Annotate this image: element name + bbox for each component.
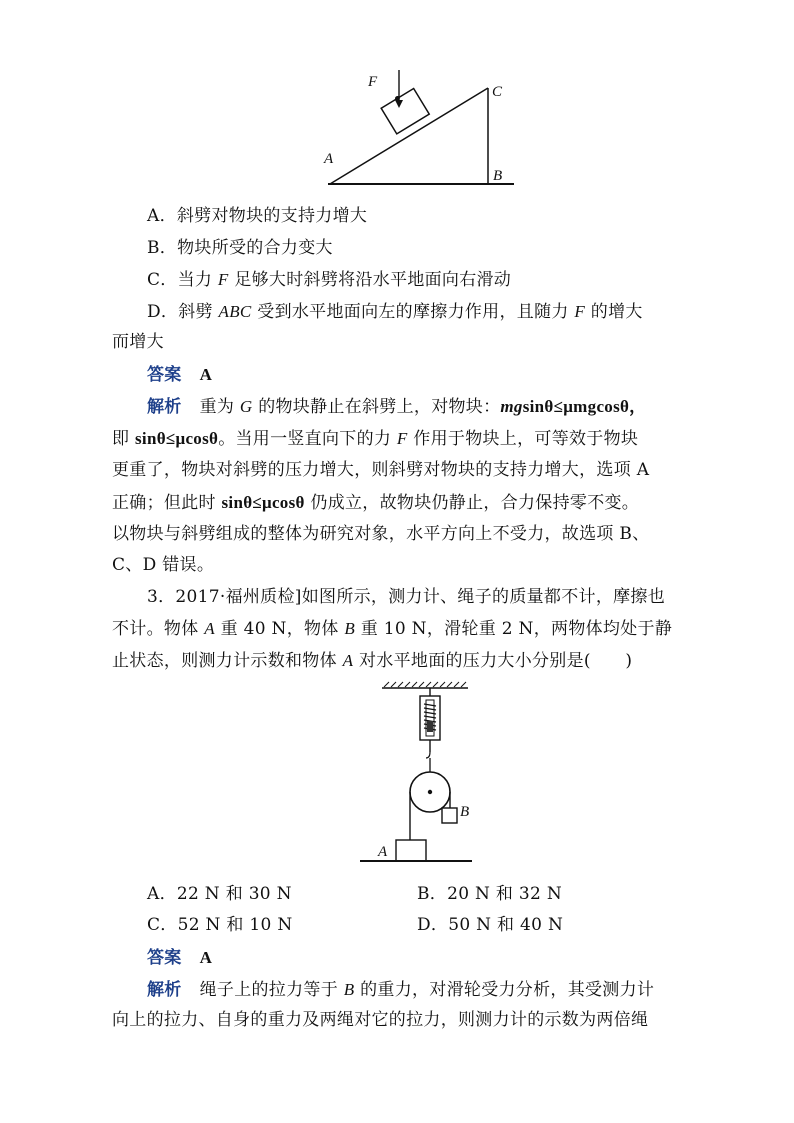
text: C．当力	[147, 270, 218, 290]
text: 足够大时斜劈将沿水平地面向右滑动	[228, 270, 512, 290]
ceiling-hatching	[384, 682, 466, 687]
text: 止状态，则测力计示数和物体	[112, 651, 343, 671]
q2-analysis-line2	[112, 423, 638, 455]
var-f: F	[396, 429, 408, 448]
formula: cosθ，	[596, 397, 647, 416]
formula: sinθ≤μmg	[522, 397, 597, 416]
var-f: F	[217, 270, 229, 289]
q2-option-d-cont: 而增大	[112, 332, 164, 352]
answer-value: A	[199, 948, 213, 967]
text: 作用于物块上，可等效于物块	[407, 429, 639, 449]
label-force: F	[368, 74, 378, 90]
text: 的物块静止在斜劈上，对物块：	[252, 397, 501, 417]
q3-option-c: C．52 N 和 10 N	[147, 915, 293, 935]
label-a: A	[324, 151, 334, 167]
answer-value: A	[199, 365, 213, 384]
q3-stem-line1: 3．2017·福州质检]如图所示，测力计、绳子的质量都不计，摩擦也	[147, 587, 666, 607]
q3-analysis-line1	[147, 974, 654, 1006]
answer-label: 答案	[147, 948, 182, 968]
label-b: B	[493, 168, 503, 184]
pulley-figure	[356, 680, 480, 870]
text: 重 40 N，物体	[214, 619, 345, 639]
incline-figure	[318, 60, 518, 192]
analysis-label: 解析	[147, 980, 182, 1000]
var-b: B	[344, 619, 356, 638]
answer-label: 答案	[147, 365, 182, 385]
q2-answer	[147, 359, 212, 391]
text: D．斜劈	[147, 302, 219, 322]
q3-option-d: D．50 N 和 40 N	[417, 915, 564, 935]
var-f: F	[574, 302, 586, 321]
text: 正确；但此时	[112, 493, 222, 513]
analysis-label: 解析	[147, 397, 182, 417]
q2-analysis-line5: 以物块与斜劈组成的整体为研究对象，水平方向上不受力，故选项 B、	[112, 524, 650, 544]
text: 即	[112, 429, 136, 449]
var-abc: ABC	[218, 302, 252, 321]
scale-hook-curve	[426, 752, 430, 758]
q2-option-d	[147, 296, 643, 328]
text: 绳子上的拉力等于	[199, 980, 344, 1000]
q3-stem-line2	[112, 613, 672, 645]
text: 的增大	[585, 302, 643, 322]
var-b: B	[343, 980, 355, 999]
q3-analysis-line2: 向上的拉力、自身的重力及两绳对它的拉力，则测力计的示数为两倍绳	[112, 1010, 649, 1030]
q2-option-c	[147, 264, 511, 296]
block-b	[442, 808, 457, 823]
q2-option-b: B．物块所受的合力变大	[147, 238, 333, 258]
text: 。当用一竖直向下的力	[218, 429, 397, 449]
var-g: G	[239, 397, 253, 416]
q2-analysis-line6: C、D 错误。	[112, 555, 215, 575]
q2-option-a: A．斜劈对物块的支持力增大	[147, 206, 368, 226]
formula: sinθ≤μcosθ	[221, 493, 305, 512]
q2-analysis-line3: 更重了，物块对斜劈的压力增大，则斜劈对物块的支持力增大，选项 A	[112, 460, 650, 480]
label-a: A	[378, 844, 388, 860]
formula: mg	[500, 397, 523, 416]
formula: sinθ≤μcosθ	[135, 429, 219, 448]
text: 受到水平地面向左的摩擦力作用，且随力	[251, 302, 575, 322]
pulley-axle	[428, 790, 432, 794]
block-a	[396, 840, 426, 861]
label-c: C	[492, 84, 503, 100]
text: 重 10 N，滑轮重 2 N，两物体均处于静	[355, 619, 673, 639]
q2-analysis-line1	[147, 391, 646, 423]
q3-stem-line3	[112, 645, 632, 677]
text: 的重力，对滑轮受力分析，其受测力计	[354, 980, 655, 1000]
q3-option-a: A．22 N 和 30 N	[147, 884, 292, 904]
text: 对水平地面的压力大小分别是( )	[353, 651, 633, 671]
block	[381, 88, 429, 133]
var-a: A	[204, 619, 215, 638]
label-b: B	[460, 804, 470, 820]
scale-pointer	[427, 721, 433, 732]
text: 重为	[199, 397, 240, 417]
q3-answer	[147, 942, 212, 974]
text: 仍成立，故物块仍静止，合力保持零不变。	[304, 493, 640, 513]
var-a: A	[342, 651, 354, 670]
q3-option-b: B．20 N 和 32 N	[417, 884, 563, 904]
text: 不计。物体	[112, 619, 205, 639]
q2-analysis-line4	[112, 487, 639, 519]
